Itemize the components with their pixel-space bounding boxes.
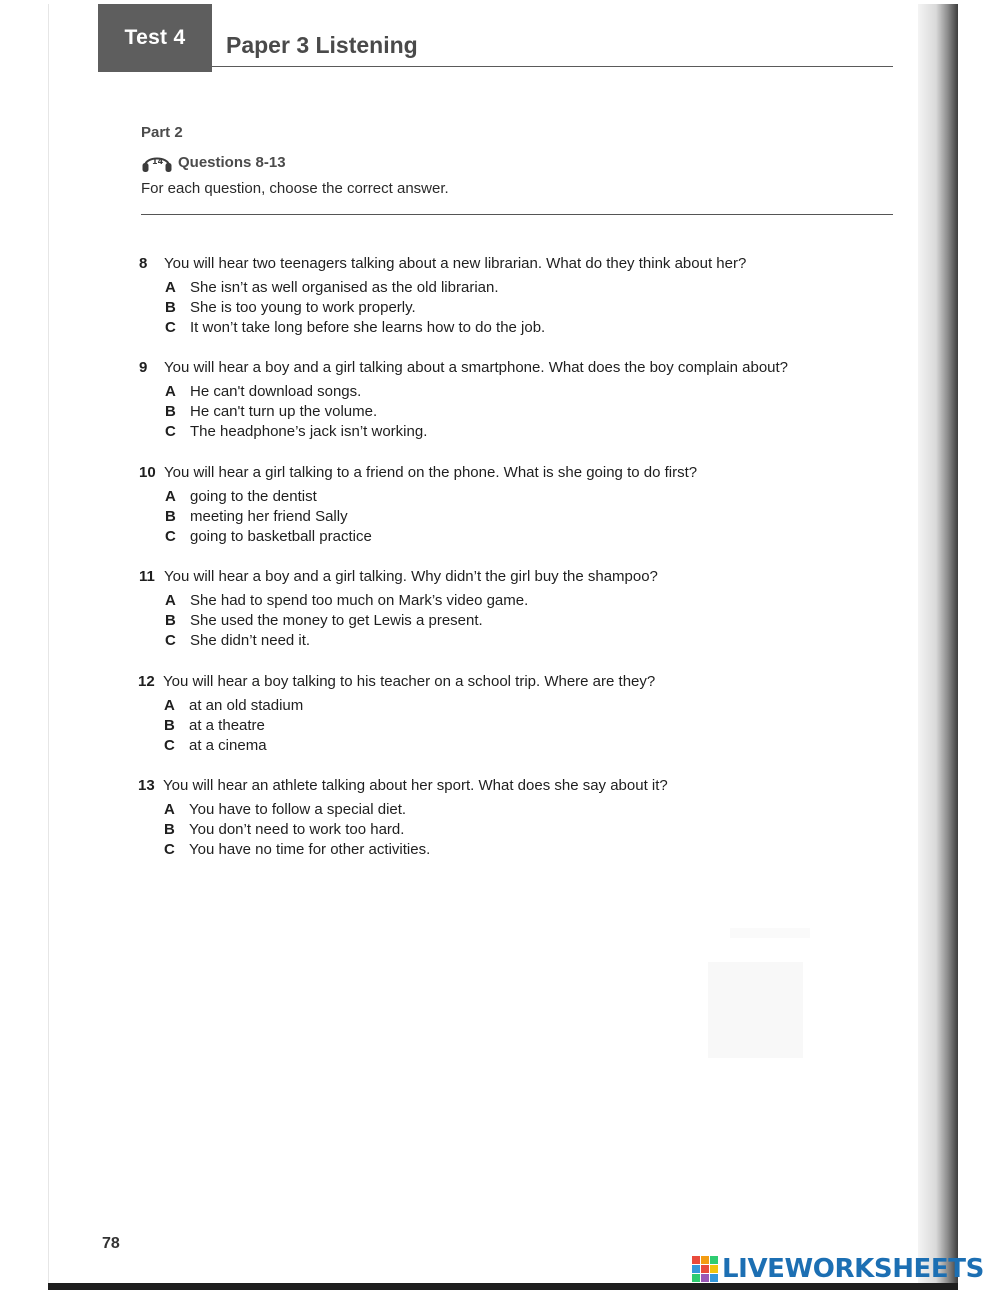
- question-number: 12: [138, 673, 155, 690]
- option-letter: A: [165, 592, 176, 609]
- option-text: going to the dentist: [190, 488, 317, 505]
- watermark-text: LIVEWORKSHEETS: [722, 1254, 984, 1284]
- questions-range-header: [141, 151, 286, 173]
- option-letter: C: [165, 319, 176, 336]
- instruction-text: For each question, choose the correct answer.: [141, 180, 449, 197]
- option-text: at an old stadium: [189, 697, 304, 714]
- option-letter: B: [165, 403, 176, 420]
- answer-option[interactable]: [165, 632, 658, 652]
- option-text: She isn’t as well organised as the old librarian.: [190, 279, 499, 296]
- question-text: You will hear an athlete talking about her sport. What does she say about it?: [163, 777, 668, 794]
- option-letter: A: [165, 488, 176, 505]
- option-text: You have no time for other activities.: [189, 841, 431, 858]
- questions-range: Questions 8-13: [178, 153, 286, 171]
- question-13: [138, 777, 668, 861]
- question-11: [139, 568, 658, 652]
- question-text: You will hear a boy and a girl talking about a smartphone. What does the boy complain about?: [164, 359, 789, 376]
- question-9: [139, 359, 788, 443]
- option-text: at a theatre: [189, 717, 265, 734]
- answer-option[interactable]: [165, 508, 697, 528]
- part-label: Part 2: [141, 124, 183, 141]
- show-through-mark: [708, 962, 803, 1058]
- question-number: 13: [138, 777, 155, 794]
- option-letter: B: [165, 508, 176, 525]
- option-text: He can't download songs.: [190, 383, 362, 400]
- page-edge-shadow: [918, 4, 958, 1284]
- option-text: She didn’t need it.: [190, 632, 311, 649]
- option-text: at a cinema: [189, 737, 267, 754]
- option-letter: B: [164, 821, 175, 838]
- question-number: 8: [139, 255, 148, 272]
- option-text: It won’t take long before she learns how to do the job.: [190, 319, 546, 336]
- scan-bottom-band: [48, 1283, 958, 1290]
- answer-option[interactable]: [165, 423, 788, 443]
- answer-option[interactable]: [165, 612, 658, 632]
- option-letter: A: [165, 383, 176, 400]
- answer-option[interactable]: [164, 717, 655, 737]
- answer-option[interactable]: [165, 488, 697, 508]
- question-10: [139, 464, 697, 548]
- option-letter: C: [165, 528, 176, 545]
- answer-option[interactable]: [164, 801, 668, 821]
- option-letter: A: [164, 801, 175, 818]
- answer-option[interactable]: [164, 697, 655, 717]
- option-letter: C: [164, 841, 175, 858]
- option-text: She had to spend too much on Mark’s video game.: [190, 592, 529, 609]
- option-text: The headphone’s jack isn’t working.: [190, 423, 428, 440]
- option-letter: B: [165, 612, 176, 629]
- track-number: 14: [152, 157, 164, 166]
- option-letter: B: [165, 299, 176, 316]
- option-text: going to basketball practice: [190, 528, 372, 545]
- question-number: 10: [139, 464, 156, 481]
- question-8: [139, 255, 746, 339]
- option-text: You don’t need to work too hard.: [189, 821, 405, 838]
- option-text: You have to follow a special diet.: [189, 801, 407, 818]
- answer-option[interactable]: [165, 319, 746, 339]
- question-number: 9: [139, 359, 148, 376]
- page-number: 78: [102, 1235, 120, 1252]
- question-text: You will hear a boy and a girl talking. Why didn’t the girl buy the shampoo?: [164, 568, 658, 585]
- show-through-mark: [730, 928, 810, 938]
- answer-option[interactable]: [165, 403, 788, 423]
- question-12: [138, 673, 655, 757]
- option-letter: C: [165, 423, 176, 440]
- option-letter: A: [165, 279, 176, 296]
- answer-option[interactable]: [165, 299, 746, 319]
- option-text: meeting her friend Sally: [190, 508, 348, 525]
- paper-title: Paper 3 Listening: [226, 32, 418, 58]
- answer-option[interactable]: [165, 279, 746, 299]
- answer-option[interactable]: [164, 821, 668, 841]
- option-text: She is too young to work properly.: [190, 299, 416, 316]
- option-letter: B: [164, 717, 175, 734]
- test-label-tab: Test 4: [98, 4, 212, 72]
- answer-option[interactable]: [165, 528, 697, 548]
- question-text: You will hear a girl talking to a friend on the phone. What is she going to do first?: [164, 464, 698, 481]
- question-number: 11: [139, 568, 155, 585]
- option-letter: A: [164, 697, 175, 714]
- answer-option[interactable]: [165, 592, 658, 612]
- answer-option[interactable]: [164, 737, 655, 757]
- liveworksheets-watermark: [692, 1254, 984, 1284]
- answer-option[interactable]: [164, 841, 668, 861]
- answer-option[interactable]: [165, 383, 788, 403]
- option-text: She used the money to get Lewis a present.: [190, 612, 483, 629]
- instruction-divider: [141, 214, 893, 215]
- liveworksheets-logo-icon: [692, 1256, 718, 1282]
- question-text: You will hear a boy talking to his teacher on a school trip. Where are they?: [163, 673, 656, 690]
- headphones-icon: [141, 151, 173, 173]
- option-letter: C: [164, 737, 175, 754]
- option-letter: C: [165, 632, 176, 649]
- option-text: He can't turn up the volume.: [190, 403, 378, 420]
- question-text: You will hear two teenagers talking about a new librarian. What do they think about her?: [164, 255, 747, 272]
- title-divider: [212, 66, 893, 67]
